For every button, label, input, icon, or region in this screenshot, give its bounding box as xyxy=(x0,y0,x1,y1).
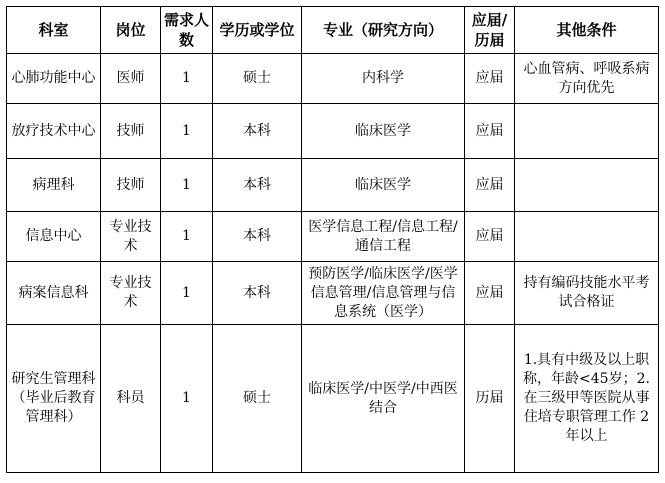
table-header-row xyxy=(7,7,659,54)
cell-department: 放疗技术中心 xyxy=(7,104,101,159)
cell-major: 临床医学 xyxy=(302,159,465,212)
cell-headcount: 1 xyxy=(161,159,213,212)
header-position: 岗位 xyxy=(101,7,161,54)
cell-other-conditions xyxy=(515,212,659,262)
cell-position: 专业技术 xyxy=(101,262,161,325)
cell-graduate-type: 应届 xyxy=(465,54,515,104)
cell-graduate-type: 应届 xyxy=(465,262,515,325)
cell-graduate-type: 应届 xyxy=(465,212,515,262)
cell-position: 科员 xyxy=(101,325,161,473)
table-row xyxy=(7,262,659,325)
cell-major: 临床医学 xyxy=(302,104,465,159)
cell-education: 本科 xyxy=(213,159,302,212)
cell-position: 技师 xyxy=(101,104,161,159)
cell-headcount: 1 xyxy=(161,104,213,159)
cell-headcount: 1 xyxy=(161,54,213,104)
cell-headcount: 1 xyxy=(161,212,213,262)
cell-department: 信息中心 xyxy=(7,212,101,262)
cell-education: 硕士 xyxy=(213,325,302,473)
recruitment-table-container xyxy=(6,6,659,473)
cell-major: 内科学 xyxy=(302,54,465,104)
header-headcount: 需求人数 xyxy=(161,7,213,54)
cell-education: 本科 xyxy=(213,262,302,325)
table-row xyxy=(7,54,659,104)
table-row xyxy=(7,104,659,159)
cell-other-conditions: 持有编码技能水平考试合格证 xyxy=(515,262,659,325)
table-row xyxy=(7,325,659,473)
header-education: 学历或学位 xyxy=(213,7,302,54)
cell-education: 本科 xyxy=(213,212,302,262)
cell-graduate-type: 应届 xyxy=(465,159,515,212)
cell-major: 医学信息工程/信息工程/通信工程 xyxy=(302,212,465,262)
table-row xyxy=(7,159,659,212)
cell-other-conditions xyxy=(515,104,659,159)
header-other-conditions: 其他条件 xyxy=(515,7,659,54)
recruitment-table xyxy=(6,6,659,473)
table-row xyxy=(7,212,659,262)
cell-other-conditions xyxy=(515,159,659,212)
cell-education: 硕士 xyxy=(213,54,302,104)
header-department: 科室 xyxy=(7,7,101,54)
cell-position: 专业技术 xyxy=(101,212,161,262)
cell-headcount: 1 xyxy=(161,262,213,325)
cell-graduate-type: 应届 xyxy=(465,104,515,159)
cell-major: 预防医学/临床医学/医学信息管理/信息管理与信息系统（医学） xyxy=(302,262,465,325)
cell-department: 研究生管理科（毕业后教育管理科） xyxy=(7,325,101,473)
cell-major: 临床医学/中医学/中西医结合 xyxy=(302,325,465,473)
cell-other-conditions: 1.具有中级及以上职称，年龄<45岁；2.在三级甲等医院从事住培专职管理工作 2 年以上 xyxy=(515,325,659,473)
header-major: 专业（研究方向） xyxy=(302,7,465,54)
cell-position: 医师 xyxy=(101,54,161,104)
cell-department: 病理科 xyxy=(7,159,101,212)
cell-department: 病案信息科 xyxy=(7,262,101,325)
cell-graduate-type: 历届 xyxy=(465,325,515,473)
cell-department: 心肺功能中心 xyxy=(7,54,101,104)
cell-headcount: 1 xyxy=(161,325,213,473)
cell-other-conditions: 心血管病、呼吸系病方向优先 xyxy=(515,54,659,104)
header-graduate-type: 应届/历届 xyxy=(465,7,515,54)
cell-education: 本科 xyxy=(213,104,302,159)
cell-position: 技师 xyxy=(101,159,161,212)
